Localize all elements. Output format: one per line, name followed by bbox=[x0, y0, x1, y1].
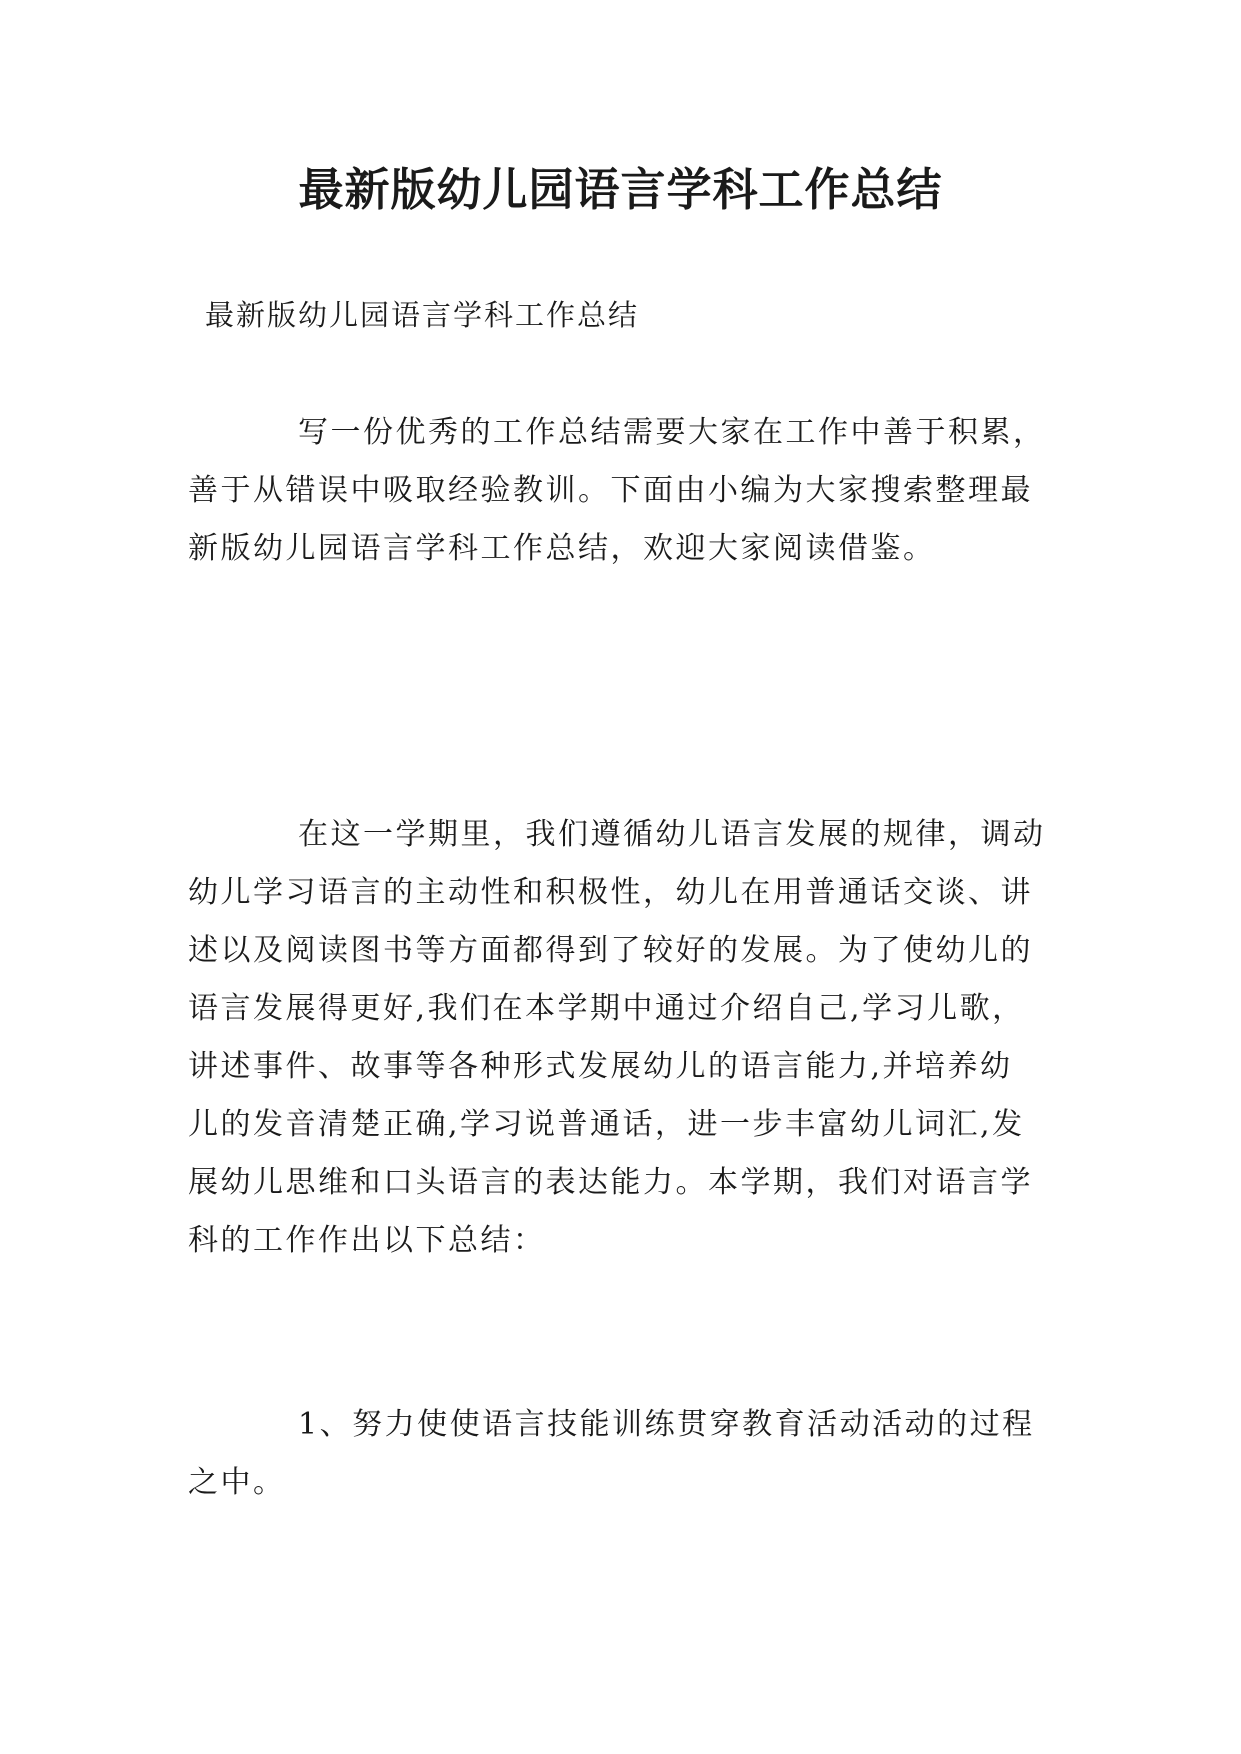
paragraph-line: 讲述事件、故事等各种形式发展幼儿的语言能力,并培养幼 bbox=[188, 1049, 1013, 1084]
paragraph-line: 科的工作作出以下总结： bbox=[188, 1223, 546, 1258]
paragraph-intro bbox=[188, 404, 1068, 578]
paragraph-line: 在这一学期里，我们遵循幼儿语言发展的规律，调动 bbox=[298, 817, 1046, 852]
paragraph-line: 语言发展得更好,我们在本学期中通过介绍自己,学习儿歌， bbox=[188, 991, 1025, 1026]
paragraph-line: 述以及阅读图书等方面都得到了较好的发展。为了使幼儿的 bbox=[188, 933, 1033, 968]
paragraph-line: 写一份优秀的工作总结需要大家在工作中善于积累， bbox=[298, 415, 1046, 450]
paragraph-line: 新版幼儿园语言学科工作总结，欢迎大家阅读借鉴。 bbox=[188, 531, 936, 566]
document-title: 最新版幼儿园语言学科工作总结 bbox=[298, 163, 943, 216]
paragraph-point-1 bbox=[188, 1396, 1068, 1512]
paragraph-line: 儿的发音清楚正确,学习说普通话，进一步丰富幼儿词汇,发 bbox=[188, 1107, 1025, 1142]
paragraph-line: 善于从错误中吸取经验教训。下面由小编为大家搜索整理最 bbox=[188, 473, 1033, 508]
paragraph-line: 展幼儿思维和口头语言的表达能力。本学期，我们对语言学 bbox=[188, 1165, 1033, 1200]
paragraph-summary bbox=[188, 806, 1068, 1270]
document-subtitle: 最新版幼儿园语言学科工作总结 bbox=[205, 298, 640, 332]
paragraph-line: 1、努力使使语言技能训练贯穿教育活动活动的过程 bbox=[298, 1407, 1035, 1442]
paragraph-line: 幼儿学习语言的主动性和积极性，幼儿在用普通话交谈、讲 bbox=[188, 875, 1033, 910]
paragraph-line: 之中。 bbox=[188, 1465, 286, 1500]
